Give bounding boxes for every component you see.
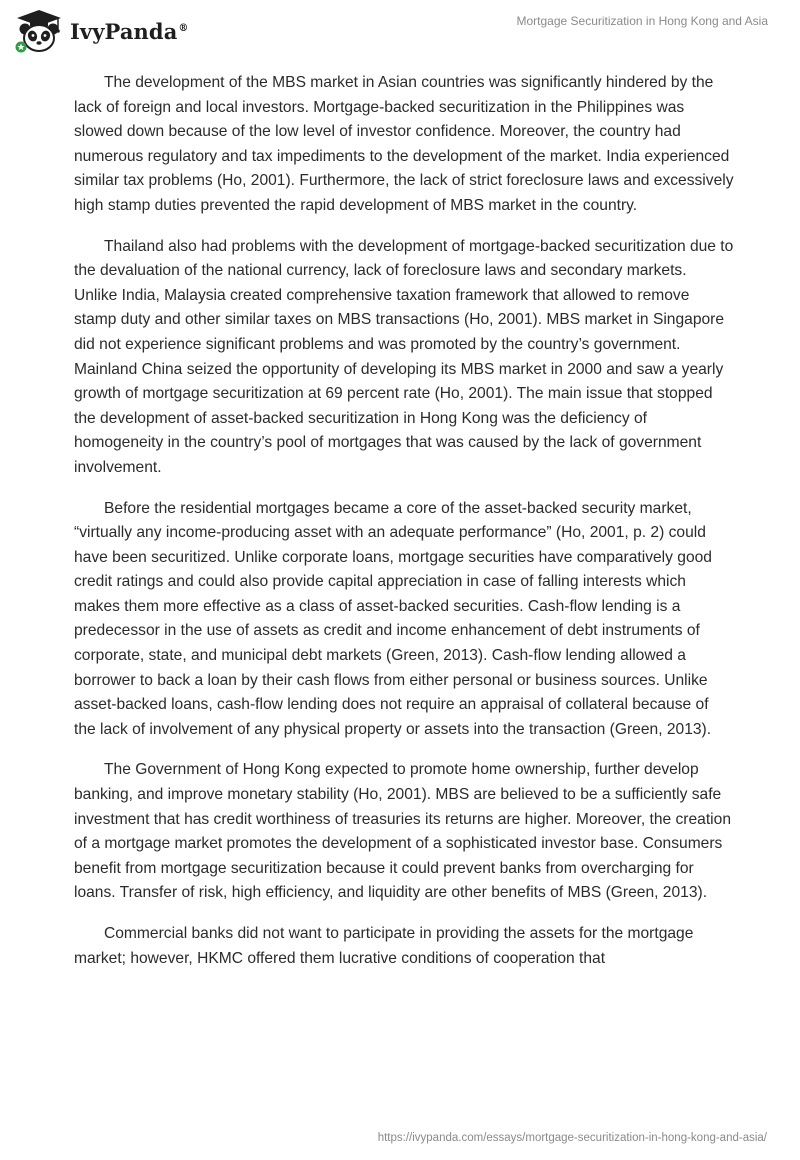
page-header	[0, 0, 800, 62]
paragraph-4: The Government of Hong Kong expected to promote home ownership, further develop banking, and improve monetary stability (Ho, 2001). MBS are believed to be a sufficiently safe investment that has credit worthiness of treasuries its returns are higher. Moreover, the creation of a mortgage market promotes the development of a sophisticated investor base. Consumers benefit from mortgage securitization because it could prevent banks from overcharging for loans. Transfer of risk, high efficiency, and liquidity are other benefits of MBS (Green, 2013).	[74, 761, 731, 902]
paragraph-3: Before the residential mortgages became a core of the asset-backed security market, “virtually any income-producing asset with an adequate performance” (Ho, 2001, p. 2) could have been securitized. Unlike corporate loans, mortgage securities have comparatively good credit ratings and could also provide capital appreciation in case of falling interests which makes them more effective as a class of asset-backed securities. Cash-flow lending is a predecessor in the use of assets as credit and income enhancement of debt instruments of corporate, state, and municipal debt markets (Green, 2013). Cash-flow lending allowed a borrower to back a loan by their cash flows from either personal or business sources. Unlike asset-backed loans, cash-flow lending does not require an appraisal of collateral because of the lack of involvement of any physical property or assets into the transaction (Green, 2013).	[74, 499, 712, 738]
panda-graduate-icon	[14, 8, 64, 54]
source-url-link[interactable]: https://ivypanda.com/essays/mortgage-securitization-in-hong-kong-and-asia/	[377, 1132, 767, 1144]
essay-body	[74, 71, 734, 987]
document-title: Mortgage Securitization in Hong Kong and Asia	[516, 14, 768, 28]
ivypanda-logo[interactable]	[14, 8, 189, 54]
paragraph-2: Thailand also had problems with the development of mortgage-backed securitization due to the devaluation of the national currency, lack of foreclosure laws and secondary markets. Unlike India, Malaysia created comprehensive taxation framework that allowed to remove stamp duty and other similar taxes on MBS transactions (Ho, 2001). MBS market in Singapore did not experience significant problems and was promoted by the country’s government. Mainland China seized the opportunity of developing its MBS market in 2000 and saw a yearly growth of mortgage securitization at 69 percent rate (Ho, 2001). The main issue that stopped the development of asset-backed securitization in Hong Kong was the deficiency of homogeneity in the country’s pool of mortgages that was caused by the lack of government involvement.	[74, 237, 734, 476]
paragraph-1: The development of the MBS market in Asian countries was significantly hindered by the lack of foreign and local investors. Mortgage-backed securitization in the Philippines was slowed down because of the low level of investor confidence. Moreover, the country had numerous regulatory and tax impediments to the development of the market. India experienced similar tax problems (Ho, 2001). Furthermore, the lack of strict foreclosure laws and excessively high stamp duties prevented the rapid development of MBS market in the country.	[74, 74, 734, 214]
paragraph-5: Commercial banks did not want to participate in providing the assets for the mortgage market; however, HKMC offered them lucrative conditions of cooperation that	[74, 925, 694, 967]
logo-text: IvyPanda®	[70, 18, 189, 44]
